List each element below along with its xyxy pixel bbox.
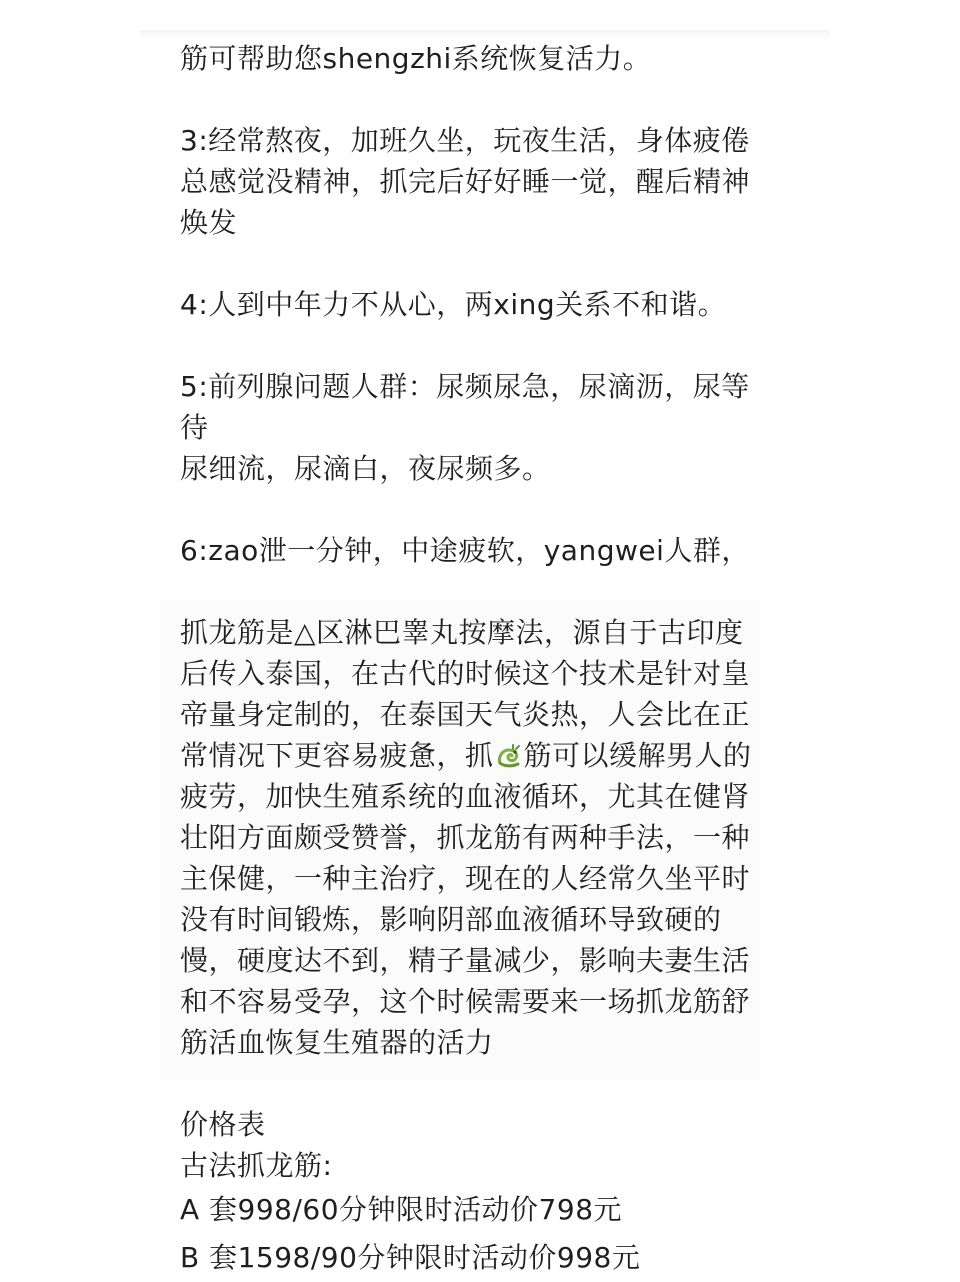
text-line: 总感觉没精神，抓完后好好睡一觉，醒后精神	[180, 165, 751, 198]
dragon-emoji-icon	[494, 741, 524, 771]
text-line: 6:zao泄一分钟，中途疲软，yangwei人群，	[180, 534, 750, 567]
text-line: 慢，硬度达不到，精子量减少，影响夫妻生活	[180, 944, 751, 977]
text-line: 后传入泰国，在古代的时候这个技术是针对皇	[180, 657, 751, 690]
price-subheading: 古法抓龙筋:	[180, 1149, 333, 1182]
text-line: 4:人到中年力不从心，两xing关系不和谐。	[180, 288, 727, 321]
text-line: 壮阳方面颇受赞誉，抓龙筋有两种手法，一种	[180, 821, 751, 854]
text-line: 抓龙筋是△区淋巴睾丸按摩法，源自于古印度	[180, 616, 744, 649]
price-heading: 价格表	[180, 1108, 266, 1141]
text-line: 3:经常熬夜，加班久坐，玩夜生活，身体疲倦	[180, 124, 750, 157]
text-line: 帝量身定制的，在泰国天气炎热，人会比在正	[180, 698, 751, 731]
article-content	[180, 38, 800, 1282]
text-line: 疲劳，加快生殖系统的血液循环，尤其在健肾	[180, 780, 751, 813]
price-option-a: A 套998/60分钟限时活动价798元	[180, 1193, 623, 1226]
text-line: 待	[180, 411, 209, 444]
text-line: 焕发	[180, 206, 238, 239]
text-line	[180, 735, 800, 776]
text-segment: 筋可以缓解男人的	[523, 739, 752, 772]
price-option-b: B 套1598/90分钟限时活动价998元	[180, 1241, 641, 1274]
text-segment: 常情况下更容易疲惫，抓	[180, 739, 494, 772]
text-line: 主保健，一种主治疗，现在的人经常久坐平时	[180, 862, 751, 895]
text-line: 尿细流，尿滴白，夜尿频多。	[180, 452, 551, 485]
text-line: 筋活血恢复生殖器的活力	[180, 1026, 494, 1059]
text-line: 5:前列腺问题人群：尿频尿急，尿滴沥，尿等	[180, 370, 750, 403]
text-line: 筋可帮助您shengzhi系统恢复活力。	[180, 42, 652, 75]
text-line: 没有时间锻炼，影响阴部血液循环导致硬的	[180, 903, 722, 936]
text-line: 和不容易受孕，这个时候需要来一场抓龙筋舒	[180, 985, 751, 1018]
